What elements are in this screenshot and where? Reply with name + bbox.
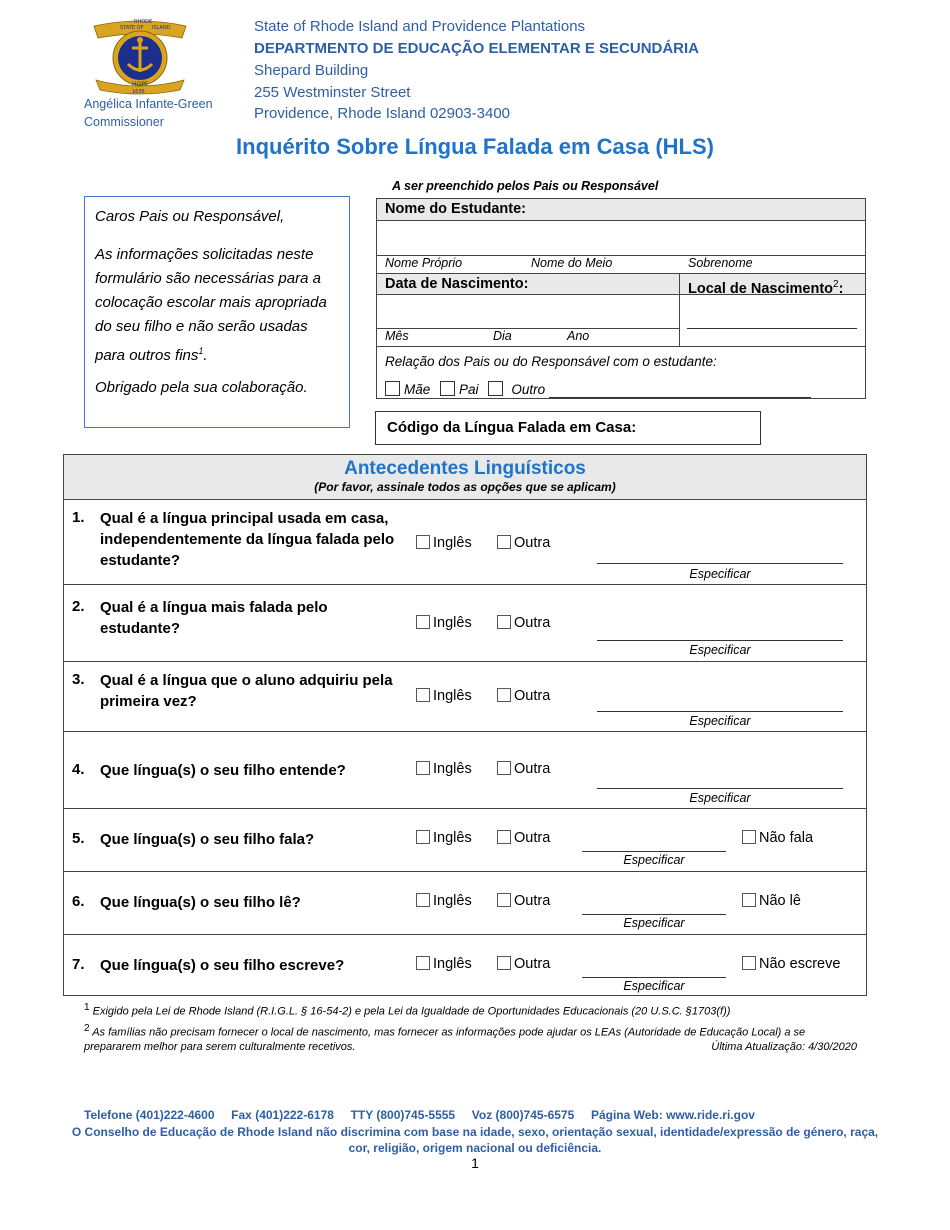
footnote-1-text: Exigido pela Lei de Rhode Island (R.I.G.L. § 16-54-2) e pela Lei da Igualdade de Oportunidades Educacionais (20 U.S.C. §1703(f))	[92, 1005, 731, 1018]
specify-line[interactable]	[582, 851, 726, 852]
english-option	[416, 956, 472, 972]
question-number: 4.	[72, 761, 85, 778]
letter-footnote-mark: 1	[198, 346, 204, 356]
english-option	[416, 893, 472, 909]
question-text: Que língua(s) o seu filho lê?	[100, 894, 301, 911]
other-checkbox[interactable]	[497, 956, 511, 970]
student-info-form	[376, 198, 866, 399]
question-row-2	[64, 585, 866, 662]
does-not-option	[742, 830, 813, 846]
specify-label: Especificar	[689, 643, 751, 657]
other-option	[497, 830, 550, 846]
contact-line: Telefone (401)222-4600 Fax (401)222-6178 TTY (800)745-5555 Voz (800)745-6575 Página Web: www.ride.ri.gov	[84, 1108, 755, 1122]
question-number: 7.	[72, 956, 85, 973]
specify-label: Especificar	[689, 714, 751, 728]
letter-body-text: As informações solicitadas neste formulário são necessárias para a colocação escolar mais apropriada do seu filho e não serão usadas para outros fins	[95, 246, 327, 364]
other-relation-label: Outro	[511, 382, 546, 397]
other-checkbox[interactable]	[497, 535, 511, 549]
other-label: Outra	[514, 535, 551, 551]
linguistic-background-table	[63, 454, 867, 996]
question-number: 1.	[72, 509, 85, 526]
specify-label: Especificar	[623, 916, 685, 930]
specify-line[interactable]	[597, 711, 843, 712]
does-not-option	[742, 893, 801, 909]
linguistic-header	[64, 455, 866, 500]
english-checkbox[interactable]	[416, 615, 430, 629]
english-label: Inglês	[433, 761, 472, 777]
specify-label: Especificar	[623, 853, 685, 867]
english-label: Inglês	[433, 893, 472, 909]
state-seal-logo	[90, 14, 190, 96]
english-checkbox[interactable]	[416, 761, 430, 775]
english-checkbox[interactable]	[416, 956, 430, 970]
english-checkbox[interactable]	[416, 893, 430, 907]
footnote-2-mark: 2	[84, 1023, 90, 1034]
other-checkbox[interactable]	[497, 615, 511, 629]
mother-checkbox[interactable]	[385, 381, 400, 396]
other-option	[497, 535, 550, 551]
does-not-write-checkbox[interactable]	[742, 956, 756, 970]
letter-thanks: Obrigado pela sua colaboração.	[95, 379, 308, 396]
english-label: Inglês	[433, 956, 472, 972]
birthplace-input-line[interactable]	[687, 328, 857, 329]
english-label: Inglês	[433, 535, 472, 551]
other-option	[497, 761, 550, 777]
english-label: Inglês	[433, 830, 472, 846]
nondiscrimination-line-2: cor, religião, origem nacional ou deficiência.	[348, 1141, 602, 1155]
seal-text-hope: HOPE	[132, 81, 149, 88]
birthplace-colon: :	[838, 280, 844, 297]
english-checkbox[interactable]	[416, 535, 430, 549]
other-option	[497, 956, 550, 972]
footnote-2	[84, 1021, 864, 1041]
other-checkbox[interactable]	[497, 688, 511, 702]
other-label: Outra	[514, 956, 551, 972]
specify-line[interactable]	[597, 640, 843, 641]
father-label: Pai	[459, 382, 479, 397]
other-option	[497, 893, 550, 909]
specify-label: Especificar	[623, 979, 685, 993]
other-checkbox[interactable]	[497, 761, 511, 775]
month-label: Mês	[385, 329, 409, 343]
footnote-2-cont: prepararem melhor para serem culturalmente recetivos.	[84, 1041, 356, 1053]
commissioner-name: Angélica Infante-Green	[84, 97, 213, 111]
page-title: Inquérito Sobre Língua Falada em Casa (HLS)	[236, 134, 714, 159]
page-number: 1	[471, 1155, 479, 1171]
question-row-6	[64, 872, 866, 935]
letter-body	[95, 243, 339, 368]
birthplace-label: Local de Nascimento	[688, 280, 834, 297]
last-updated: Última Atualização: 4/30/2020	[711, 1041, 857, 1053]
question-number: 6.	[72, 893, 85, 910]
question-row-1	[64, 500, 866, 585]
linguistic-heading: Antecedentes Linguísticos	[344, 458, 586, 479]
home-language-code-box	[375, 411, 761, 445]
footnote-1-mark: 1	[84, 1002, 90, 1013]
parent-letter-box	[84, 196, 350, 428]
other-label: Outra	[514, 893, 551, 909]
form-caption: A ser preenchido pelos Pais ou Responsável	[392, 179, 659, 193]
other-option	[497, 615, 550, 631]
address-line-1: State of Rhode Island and Providence Plantations	[254, 18, 586, 35]
commissioner-title: Commissioner	[84, 115, 164, 129]
department-name: DEPARTMENTO DE EDUCAÇÃO ELEMENTAR E SECUNDÁRIA	[254, 40, 700, 57]
middle-name-label: Nome do Meio	[531, 256, 613, 270]
question-row-7	[64, 935, 866, 995]
letter-greeting: Caros Pais ou Responsável,	[95, 208, 285, 225]
seal-text-state-of: STATE OF	[120, 25, 144, 31]
other-label: Outra	[514, 830, 551, 846]
does-not-speak-label: Não fala	[759, 830, 814, 846]
seal-text-year: 1636	[132, 89, 145, 95]
question-number: 3.	[72, 671, 85, 688]
footnote-1	[84, 1000, 864, 1020]
seal-text-rhode: RHODE	[134, 19, 153, 25]
home-language-code-label: Código da Língua Falada em Casa:	[387, 419, 637, 436]
other-label: Outra	[514, 761, 551, 777]
seal-text-island: ISLAND	[152, 25, 171, 31]
question-text: Qual é a língua que o aluno adquiriu pela primeira vez?	[100, 672, 393, 710]
first-name-label: Nome Próprio	[385, 256, 463, 270]
does-not-speak-checkbox[interactable]	[742, 830, 756, 844]
student-name-input[interactable]	[377, 222, 865, 255]
year-label: Ano	[567, 329, 590, 343]
address-line-5: Providence, Rhode Island 02903-3400	[254, 105, 511, 122]
last-name-label: Sobrenome	[688, 256, 753, 270]
specify-line[interactable]	[597, 788, 843, 789]
english-option	[416, 615, 472, 631]
linguistic-subheading: (Por favor, assinale todos as opções que se aplicam)	[314, 480, 616, 494]
does-not-read-label: Não lê	[759, 893, 801, 909]
other-option	[497, 688, 550, 704]
address-line-4: 255 Westminster Street	[254, 84, 411, 101]
english-label: Inglês	[433, 615, 472, 631]
question-text: Que língua(s) o seu filho entende?	[100, 762, 346, 779]
does-not-read-checkbox[interactable]	[742, 893, 756, 907]
question-row-4	[64, 732, 866, 809]
specify-label: Especificar	[689, 791, 751, 805]
specify-line[interactable]	[597, 563, 843, 564]
question-text: Qual é a língua mais falada pelo estudante?	[100, 599, 328, 637]
question-number: 2.	[72, 598, 85, 615]
other-label: Outra	[514, 615, 551, 631]
english-checkbox[interactable]	[416, 688, 430, 702]
footnote-2-text-a: As famílias não precisam fornecer o local de nascimento, mas fornecer as informações pode ajudar os LEAs (Autoridade de Educação Local) a se	[92, 1026, 806, 1039]
mother-label: Mãe	[404, 382, 431, 397]
specify-label: Especificar	[689, 567, 751, 581]
does-not-option	[742, 956, 840, 972]
relation-label: Relação dos Pais ou do Responsável com o estudante:	[385, 354, 717, 369]
english-checkbox[interactable]	[416, 830, 430, 844]
other-relation-checkbox[interactable]	[488, 381, 503, 396]
birthplace-footnote-mark: 2	[833, 279, 839, 290]
other-checkbox[interactable]	[497, 893, 511, 907]
father-checkbox[interactable]	[440, 381, 455, 396]
question-text: Qual é a língua principal usada em casa, independentemente da língua falada pelo estudante?	[100, 510, 395, 569]
relation-options	[385, 381, 545, 397]
question-row-3	[64, 662, 866, 732]
other-label: Outra	[514, 688, 551, 704]
day-label: Dia	[493, 329, 512, 343]
dob-input[interactable]	[377, 296, 679, 328]
letter-body-end: .	[203, 347, 208, 364]
english-option	[416, 688, 472, 704]
birthplace-header	[680, 274, 865, 295]
specify-line[interactable]	[582, 977, 726, 978]
student-name-header: Nome do Estudante:	[377, 199, 865, 221]
does-not-write-label: Não escreve	[759, 956, 841, 972]
other-checkbox[interactable]	[497, 830, 511, 844]
address-line-3: Shepard Building	[254, 62, 369, 79]
question-number: 5.	[72, 830, 85, 847]
english-option	[416, 830, 472, 846]
specify-line[interactable]	[582, 914, 726, 915]
other-relation-input-line[interactable]	[549, 397, 811, 398]
english-label: Inglês	[433, 688, 472, 704]
question-row-5	[64, 809, 866, 872]
dob-header: Data de Nascimento:	[377, 274, 679, 295]
nondiscrimination-line-1: O Conselho de Educação de Rhode Island não discrimina com base na idade, sexo, orientação sexual, identidade/expressão de género, raça,	[71, 1125, 879, 1139]
english-option	[416, 535, 472, 551]
question-text: Que língua(s) o seu filho fala?	[100, 831, 315, 848]
question-text: Que língua(s) o seu filho escreve?	[100, 957, 345, 974]
english-option	[416, 761, 472, 777]
